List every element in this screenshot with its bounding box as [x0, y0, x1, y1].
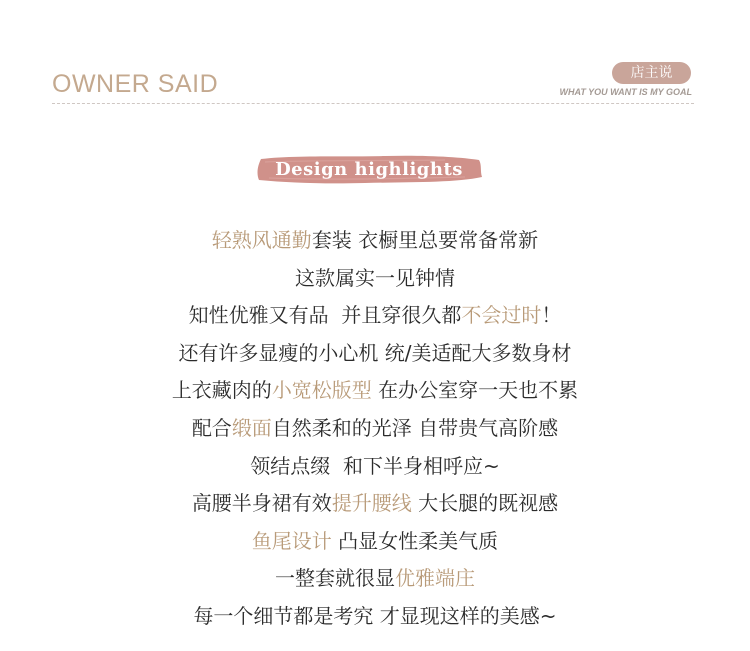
text-line	[0, 222, 750, 260]
text-line	[0, 372, 750, 410]
highlight-text: 优雅端庄	[395, 566, 475, 591]
highlight-text: 不会过时	[461, 303, 542, 328]
line-text: 每一个细节都是考究 才显现这样的美感~	[193, 603, 557, 628]
line-text: 凸显女性柔美气质	[331, 528, 499, 553]
highlight-text: 缎面	[231, 415, 272, 440]
highlight-text: 轻熟风通勤	[211, 228, 312, 252]
text-line	[0, 598, 750, 636]
text-line	[0, 297, 750, 335]
line-text: 自然柔和的光泽 自带贵气高阶感	[271, 415, 559, 440]
highlight-text: 小宽松版型	[271, 378, 372, 403]
design-highlights-banner	[255, 153, 483, 186]
line-text: 知性优雅又有品 并且穿很久都	[188, 303, 462, 328]
line-text: ！	[541, 303, 562, 328]
text-line	[0, 485, 750, 523]
tagline: WHAT YOU WANT IS MY GOAL	[559, 87, 692, 97]
description-lines	[0, 222, 750, 636]
text-line	[0, 560, 750, 598]
banner-title: Design highlights	[275, 159, 463, 180]
dashed-divider	[52, 103, 694, 104]
owner-said-title: OWNER SAID	[52, 70, 219, 98]
line-text: 在办公室穿一天也不累	[371, 378, 579, 403]
line-text: 配合	[191, 415, 232, 440]
line-text: 高腰半身裙有效	[191, 491, 332, 516]
line-text: 套装 衣橱里总要常备常新	[311, 228, 539, 252]
line-text: 这款属实一见钟情	[295, 265, 455, 290]
text-line	[0, 410, 750, 448]
line-text: 领结点缀 和下半身相呼应~	[250, 453, 500, 478]
text-line	[0, 448, 750, 486]
highlight-text: 提升腰线	[331, 491, 412, 516]
line-text: 大长腿的既视感	[411, 491, 559, 516]
owner-says-badge: 店主说	[612, 62, 691, 84]
text-line	[0, 260, 750, 298]
line-text: 还有许多显瘦的小心机 统/美适配大多数身材	[178, 340, 572, 365]
text-line	[0, 335, 750, 373]
text-line	[0, 523, 750, 561]
line-text: 一整套就很显	[275, 566, 395, 591]
page-header	[0, 0, 750, 110]
line-text: 上衣藏肉的	[171, 378, 272, 403]
highlight-text: 鱼尾设计	[251, 528, 332, 553]
